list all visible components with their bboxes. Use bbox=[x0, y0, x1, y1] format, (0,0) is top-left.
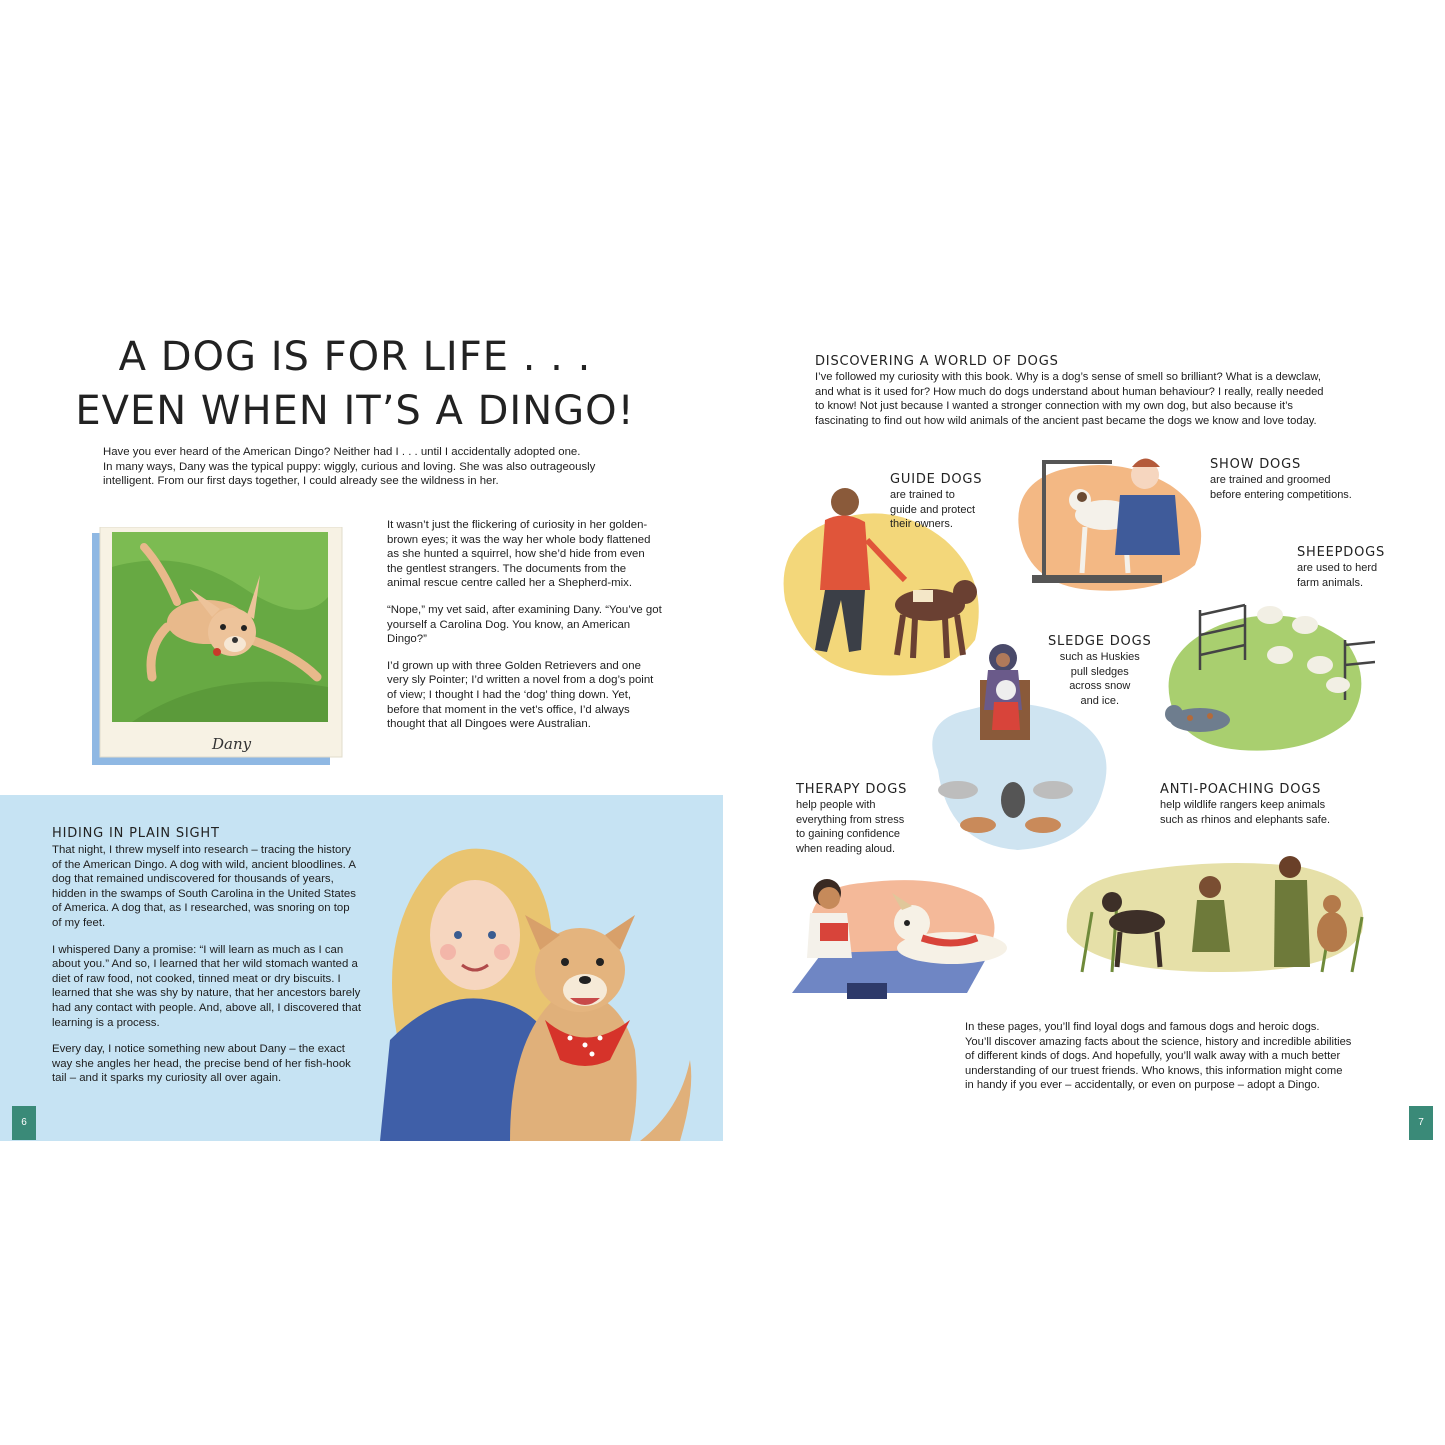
intro-line: Have you ever heard of the American Dingo? Neither had I . . . until I accidentally adopted one. bbox=[103, 446, 581, 458]
show-dog-illustration bbox=[1010, 445, 1210, 595]
story-paragraph: “Nope,” my vet said, after examining Dany. “You’ve got yourself a Carolina Dog. You know, an American Dingo?” bbox=[387, 603, 662, 646]
show-dogs-caption bbox=[1210, 457, 1352, 502]
closing-line: in handy if you ever – accidentally, or even on purpose – adopt a Dingo. bbox=[965, 1079, 1320, 1092]
discovering-line: and what is it used for? How much do dogs understand about human behaviour? I really, really needed bbox=[815, 385, 1324, 398]
discovering-line: I’ve followed my curiosity with this book. Why is a dog’s sense of smell so brilliant? What is a dewclaw, bbox=[815, 371, 1321, 383]
story-column bbox=[387, 518, 662, 744]
page-number-right: 7 bbox=[1409, 1106, 1433, 1140]
title-line-1: A DOG IS FOR LIFE . . . bbox=[118, 334, 592, 380]
story-paragraph: I’d grown up with three Golden Retrievers and one very sly Pointer; I’d written a novel from a dog’s point of view; I thought I had the ‘dog’ thing down. Yet, before that moment in the vet’s office, I’d always thought that all Dingoes were Australian. bbox=[387, 659, 654, 731]
sheepdog-illustration bbox=[1160, 580, 1375, 755]
sledge-dogs-line: across snow bbox=[1069, 680, 1131, 692]
closing-line: In these pages, you’ll find loyal dogs and famous dogs and heroic dogs. bbox=[965, 1021, 1320, 1033]
sheepdogs-caption bbox=[1297, 545, 1385, 590]
hiding-paragraph: I whispered Dany a promise: “I will learn as much as I can about you.” And so, I learned that her wild stomach wanted a diet of raw food, not cooked, tinned meat or dry biscuits. I learned that she was shy by nature, that her ancestors barely had any contact with people. And, above all, I discovered that learning is a process. bbox=[52, 943, 362, 1029]
guide-dogs-line: their owners. bbox=[890, 518, 953, 530]
guide-dogs-title: GUIDE DOGS bbox=[890, 472, 983, 487]
guide-dogs-line: guide and protect bbox=[890, 503, 976, 516]
therapy-dogs-line: to gaining confidence bbox=[796, 828, 900, 840]
therapy-dogs-line: when reading aloud. bbox=[796, 842, 896, 855]
show-dogs-line: are trained and groomed bbox=[1210, 474, 1331, 486]
hiding-paragraph: Every day, I notice something new about Dany – the exact way she angles her head, the precise bend of her fish-hook tail – and it sparks my curiosity all over again. bbox=[52, 1043, 351, 1085]
discovering-line: fascinating to find out how wild animals of the ancient past became the dogs we know and love today. bbox=[815, 414, 1317, 427]
anti-poaching-dogs-line: such as rhinos and elephants safe. bbox=[1160, 813, 1331, 826]
closing-line: understanding of our truest friends. Who knows, this information might come bbox=[965, 1064, 1343, 1077]
intro-line: In many ways, Dany was the typical puppy: wiggly, curious and loving. She was also outrageously bbox=[103, 460, 596, 473]
page-title bbox=[60, 330, 650, 438]
sledge-dogs-line: pull sledges bbox=[1070, 665, 1129, 678]
title-line-2: EVEN WHEN IT’S A DINGO! bbox=[75, 388, 635, 434]
intro-line: intelligent. From our first days together, I could already see the wildness in her. bbox=[103, 475, 499, 488]
guide-dogs-caption bbox=[890, 472, 982, 532]
show-dogs-title: SHOW DOGS bbox=[1210, 457, 1302, 472]
dany-photo bbox=[92, 527, 344, 765]
therapy-dogs-line: help people with bbox=[796, 799, 876, 811]
anti-poaching-dogs-line: help wildlife rangers keep animals bbox=[1160, 799, 1326, 811]
anti-poaching-dogs-caption bbox=[1160, 782, 1330, 827]
hiding-paragraph: That night, I threw myself into research – tracing the history of the American Dingo. A dog with wild, ancient bloodlines. A dog that remained undiscovered for thousands of years, hidden in the swamps of South Carolina in the United States of America. A dog that, as I researched, was snoring on top of my feet. bbox=[52, 844, 356, 929]
hiding-text bbox=[52, 843, 362, 1098]
discovering-line: to know! Not just because I wanted a stronger connection with my own dog, but also because it’s bbox=[815, 400, 1294, 413]
sledge-dogs-caption bbox=[1048, 634, 1152, 708]
closing-text bbox=[965, 1020, 1375, 1093]
closing-line: You’ll discover amazing facts about the science, history and incredible abilities bbox=[965, 1035, 1352, 1048]
intro-paragraph bbox=[103, 445, 663, 489]
story-paragraph: It wasn’t just the flickering of curiosity in her golden-brown eyes; it was the way her whole body flattened as she hunted a squirrel, how she’d hide from even the gentlest strangers. The documents from the animal rescue centre called her a Shepherd-mix. bbox=[387, 519, 651, 590]
discovering-text bbox=[815, 370, 1375, 428]
therapy-dogs-caption bbox=[796, 782, 907, 856]
photo-caption: Dany bbox=[212, 735, 252, 753]
anti-poaching-illustration bbox=[1062, 842, 1377, 977]
discovering-heading: DISCOVERING A WORLD OF DOGS bbox=[815, 354, 1059, 369]
therapy-dogs-title: THERAPY DOGS bbox=[796, 782, 908, 797]
show-dogs-line: before entering competitions. bbox=[1210, 488, 1352, 501]
page-number-left: 6 bbox=[12, 1106, 36, 1140]
closing-line: of different kinds of dogs. And hopefully, you’ll walk away with a much better bbox=[965, 1050, 1341, 1063]
hiding-heading: HIDING IN PLAIN SIGHT bbox=[52, 826, 220, 841]
therapy-dog-illustration bbox=[792, 868, 1032, 1008]
therapy-dogs-line: everything from stress bbox=[796, 813, 905, 826]
girl-and-dog-illustration bbox=[380, 840, 723, 1141]
sledge-dogs-line: such as Huskies bbox=[1059, 651, 1140, 663]
anti-poaching-dogs-title: ANTI-POACHING DOGS bbox=[1160, 782, 1322, 797]
sheepdogs-title: SHEEPDOGS bbox=[1297, 545, 1386, 560]
sheepdogs-line: farm animals. bbox=[1297, 576, 1364, 589]
sledge-dogs-title: SLEDGE DOGS bbox=[1048, 634, 1152, 649]
sledge-dogs-line: and ice. bbox=[1080, 694, 1120, 707]
sheepdogs-line: are used to herd bbox=[1297, 562, 1378, 574]
guide-dogs-line: are trained to bbox=[890, 489, 955, 501]
